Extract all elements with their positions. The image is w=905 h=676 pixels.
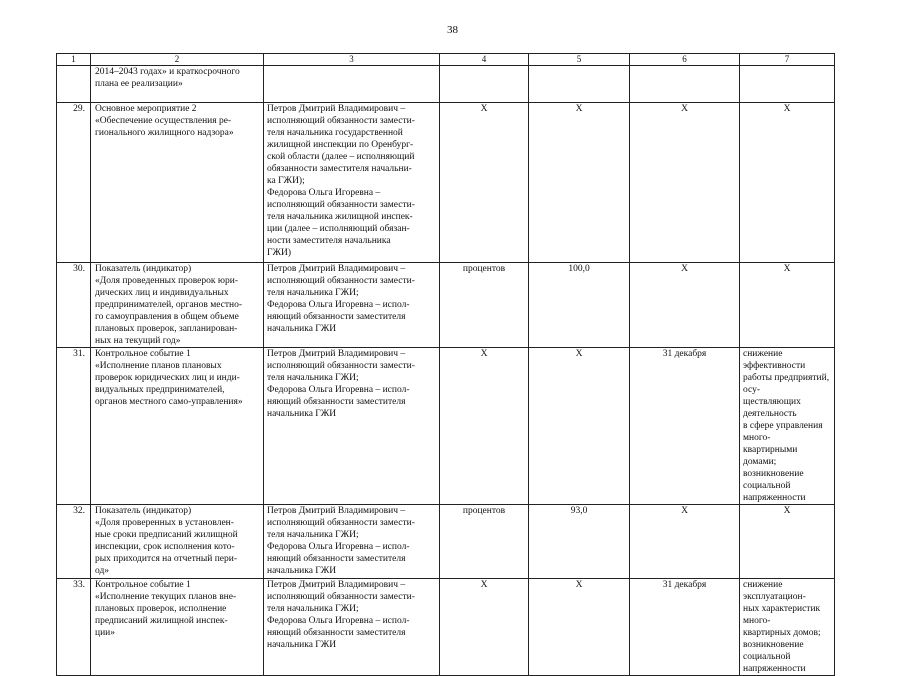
table-row [57,263,835,348]
row-consequences: Х [740,103,835,263]
row-number: 32. [57,505,91,579]
row-number: 30. [57,263,91,348]
document-table [56,53,835,676]
row-unit: Х [440,348,529,505]
row-consequences: Х [740,263,835,348]
row-responsible [264,66,440,103]
table-row [57,103,835,263]
column-header: 7 [740,54,835,66]
row-unit: процентов [440,263,529,348]
table-row [57,348,835,505]
table-row [57,579,835,676]
row-consequences: Х [740,505,835,579]
row-number [57,66,91,103]
row-responsible: Петров Дмитрий Владимирович – исполняющий обязанности замести- теля начальника ГЖИ; Федорова Ольга Игоревна – испол- няющий обязанности заместителя начальника ГЖИ [264,263,440,348]
row-deadline: Х [630,263,740,348]
header-row [57,54,835,66]
column-header: 2 [91,54,264,66]
row-name: Показатель (индикатор) «Доля проведенных проверок юри- дических лиц и индивидуальных предпринимателей, органов местно- го самоуправления в общем объеме плановых проверок, запланирован- ных на текущий год» [91,263,264,348]
table-row [57,66,835,103]
row-deadline [630,66,740,103]
column-header: 5 [529,54,630,66]
row-value: Х [529,348,630,505]
row-deadline: 31 декабря [630,579,740,676]
page-number: 38 [447,24,458,36]
row-responsible: Петров Дмитрий Владимирович – исполняющий обязанности замести- теля начальника ГЖИ; Федорова Ольга Игоревна – испол- няющий обязанности заместителя начальника ГЖИ [264,348,440,505]
row-name: Контрольное событие 1 «Исполнение текущих планов вне- плановых проверок, исполнение предписаний жилищной инспек- ции» [91,579,264,676]
row-number: 31. [57,348,91,505]
row-name: 2014–2043 годах» и краткосрочного плана ее реализации» [91,66,264,103]
row-number: 29. [57,103,91,263]
row-responsible: Петров Дмитрий Владимирович – исполняющий обязанности замести- теля начальника государственной жилищной инспекции по Оренбург- ской области (далее – исполняющий обязанности заместителя начальни- ка ГЖИ); Федорова Ольга Игоревна – исполняющий обязанности замести- теля начальника жилищной инспек- ции (далее – исполняющий обязан- ности заместителя начальника ГЖИ) [264,103,440,263]
row-unit [440,66,529,103]
row-deadline: 31 декабря [630,348,740,505]
row-responsible: Петров Дмитрий Владимирович – исполняющий обязанности замести- теля начальника ГЖИ; Федорова Ольга Игоревна – испол- няющий обязанности заместителя начальника ГЖИ [264,579,440,676]
column-header: 3 [264,54,440,66]
row-value [529,66,630,103]
row-unit: процентов [440,505,529,579]
column-header: 1 [57,54,91,66]
row-number: 33. [57,579,91,676]
row-value: 100,0 [529,263,630,348]
row-unit: Х [440,579,529,676]
row-consequences: снижение эксплуатацион- ных характеристик много- квартирных домов; возникновение социальной напряженности [740,579,835,676]
row-consequences: снижение эффективности работы предприятий, осу- ществляющих деятельность в сфере управления много- квартирными домами; возникновение социальной напряженности [740,348,835,505]
row-value: Х [529,579,630,676]
row-value: Х [529,103,630,263]
table-row [57,505,835,579]
column-header: 4 [440,54,529,66]
row-deadline: Х [630,505,740,579]
row-name: Показатель (индикатор) «Доля проверенных в установлен- ные сроки предписаний жилищной инспекции, срок исполнения кото- рых приходится на отчетный пери- од» [91,505,264,579]
row-unit: Х [440,103,529,263]
column-header: 6 [630,54,740,66]
row-value: 93,0 [529,505,630,579]
row-name: Основное мероприятие 2 «Обеспечение осуществления ре- гионального жилищного надзора» [91,103,264,263]
row-consequences [740,66,835,103]
row-responsible: Петров Дмитрий Владимирович – исполняющий обязанности замести- теля начальника ГЖИ; Федорова Ольга Игоревна – испол- няющий обязанности заместителя начальника ГЖИ [264,505,440,579]
row-deadline: Х [630,103,740,263]
row-name: Контрольное событие 1 «Исполнение планов плановых проверок юридических лиц и инди- видуальных предпринимателей, органов местного само-управления» [91,348,264,505]
